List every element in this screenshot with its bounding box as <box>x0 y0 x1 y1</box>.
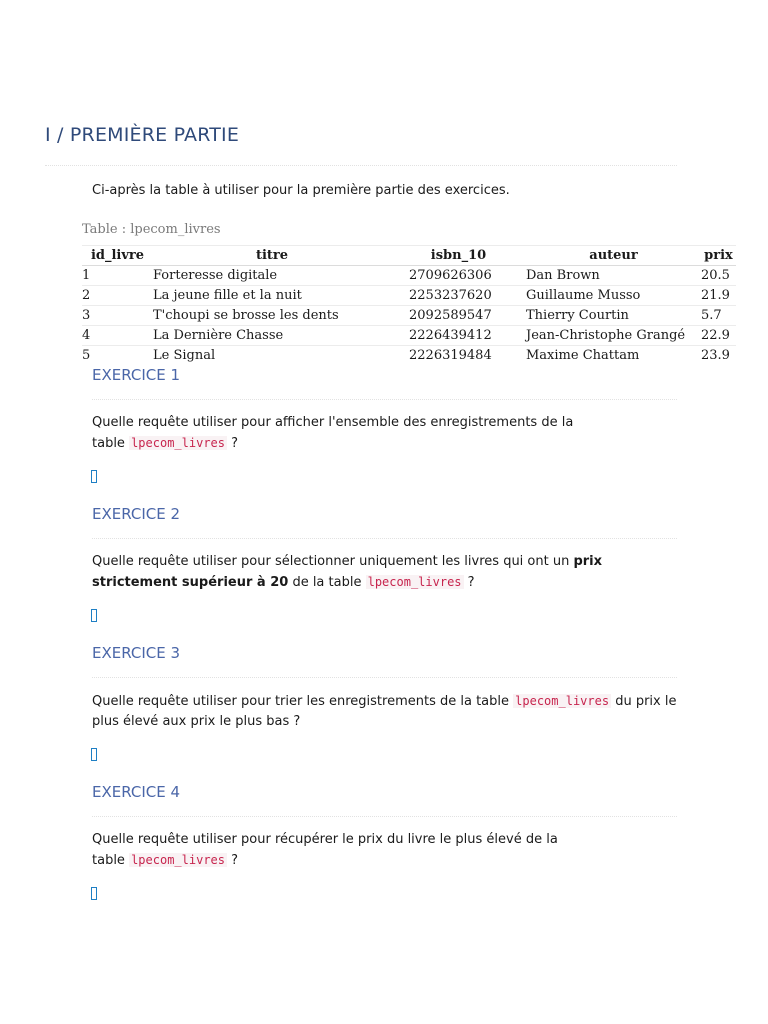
cell-auteur: Dan Brown <box>526 266 701 286</box>
cell-isbn: 2226439412 <box>391 326 526 346</box>
table-row <box>82 286 736 306</box>
question-text: de la table <box>292 575 362 590</box>
exercise-2-question <box>92 552 682 593</box>
question-text: Quelle requête utiliser pour sélectionner uniquement les livres qui ont un <box>92 554 570 569</box>
section-title: I / PREMIÈRE PARTIE <box>45 124 240 146</box>
question-text: ? <box>467 575 475 590</box>
exercise-1-divider <box>92 399 677 400</box>
cell-isbn: 2092589547 <box>391 306 526 326</box>
column-header-id-livre: id_livre <box>82 246 153 266</box>
cell-auteur: Maxime Chattam <box>526 348 640 363</box>
code-placeholder-icon <box>91 887 97 900</box>
question-text: Quelle requête utiliser pour trier les enregistrements de la table <box>92 694 509 709</box>
table-row <box>82 346 736 366</box>
question-text: du prix le plus élevé aux prix le plus bas ? <box>92 694 677 729</box>
cell-isbn: 2253237620 <box>391 286 526 306</box>
cell-prix: 23.9 <box>701 348 730 363</box>
cell-isbn: 2709626306 <box>391 266 526 286</box>
question-text: Quelle requête utiliser pour récupérer le prix du livre le plus élevé de la <box>92 832 558 847</box>
cell-isbn: 2226319484 <box>409 348 492 363</box>
question-bold-text: prix strictement supérieur à 20 <box>92 554 603 590</box>
cell-id-livre: 3 <box>82 306 153 326</box>
exercise-1-question <box>92 413 682 454</box>
exercise-2-title: EXERCICE 2 <box>92 505 181 523</box>
code-placeholder-icon <box>91 748 97 761</box>
table-row <box>82 326 736 346</box>
column-header-isbn: isbn_10 <box>391 246 526 266</box>
exercise-4-divider <box>92 816 677 817</box>
cell-prix: 5.7 <box>701 306 736 326</box>
books-table <box>82 245 736 365</box>
table-name-code: lpecom_livres <box>131 436 225 450</box>
question-text: ? <box>231 853 239 868</box>
intro-text: Ci-après la table à utiliser pour la première partie des exercices. <box>92 183 510 198</box>
exercise-1-title: EXERCICE 1 <box>92 366 181 384</box>
table-name-code: lpecom_livres <box>367 575 462 589</box>
cell-auteur: Guillaume Musso <box>526 286 701 306</box>
question-text: table <box>92 436 125 451</box>
question-text: table <box>92 853 125 868</box>
question-text: Quelle requête utiliser pour afficher l'ensemble des enregistrements de la <box>92 415 574 430</box>
cell-titre: Le Signal <box>153 348 216 363</box>
cell-prix: 22.9 <box>701 326 736 346</box>
column-header-auteur: auteur <box>526 246 701 266</box>
cell-titre: T'choupi se brosse les dents <box>153 306 391 326</box>
cell-auteur: Jean-Christophe Grangé <box>526 326 701 346</box>
exercise-2-divider <box>92 538 677 539</box>
cell-prix: 20.5 <box>701 266 736 286</box>
exercise-3-divider <box>92 677 677 678</box>
cell-id-livre: 5 <box>82 348 91 363</box>
cell-titre: Forteresse digitale <box>153 266 391 286</box>
cell-prix: 21.9 <box>701 286 736 306</box>
section-divider <box>45 165 677 166</box>
question-text: ? <box>231 436 239 451</box>
exercise-4-title: EXERCICE 4 <box>92 783 181 801</box>
cell-titre: La jeune fille et la nuit <box>153 286 391 306</box>
cell-auteur: Thierry Courtin <box>526 306 701 326</box>
table-caption: Table : lpecom_livres <box>82 222 221 237</box>
code-placeholder-icon <box>91 470 97 483</box>
column-header-prix: prix <box>701 246 736 266</box>
table-name-code: lpecom_livres <box>515 694 610 708</box>
table-row <box>82 266 736 286</box>
column-header-titre: titre <box>153 246 391 266</box>
cell-id-livre: 2 <box>82 286 153 306</box>
table-header-row <box>82 246 736 266</box>
exercise-3-question <box>92 691 682 732</box>
exercise-4-question <box>92 830 682 871</box>
table-name-code: lpecom_livres <box>131 853 225 867</box>
code-placeholder-icon <box>91 609 97 622</box>
cell-id-livre: 4 <box>82 326 153 346</box>
cell-titre: La Dernière Chasse <box>153 326 391 346</box>
exercise-3-title: EXERCICE 3 <box>92 644 181 662</box>
table-row <box>82 306 736 326</box>
cell-id-livre: 1 <box>82 266 153 286</box>
